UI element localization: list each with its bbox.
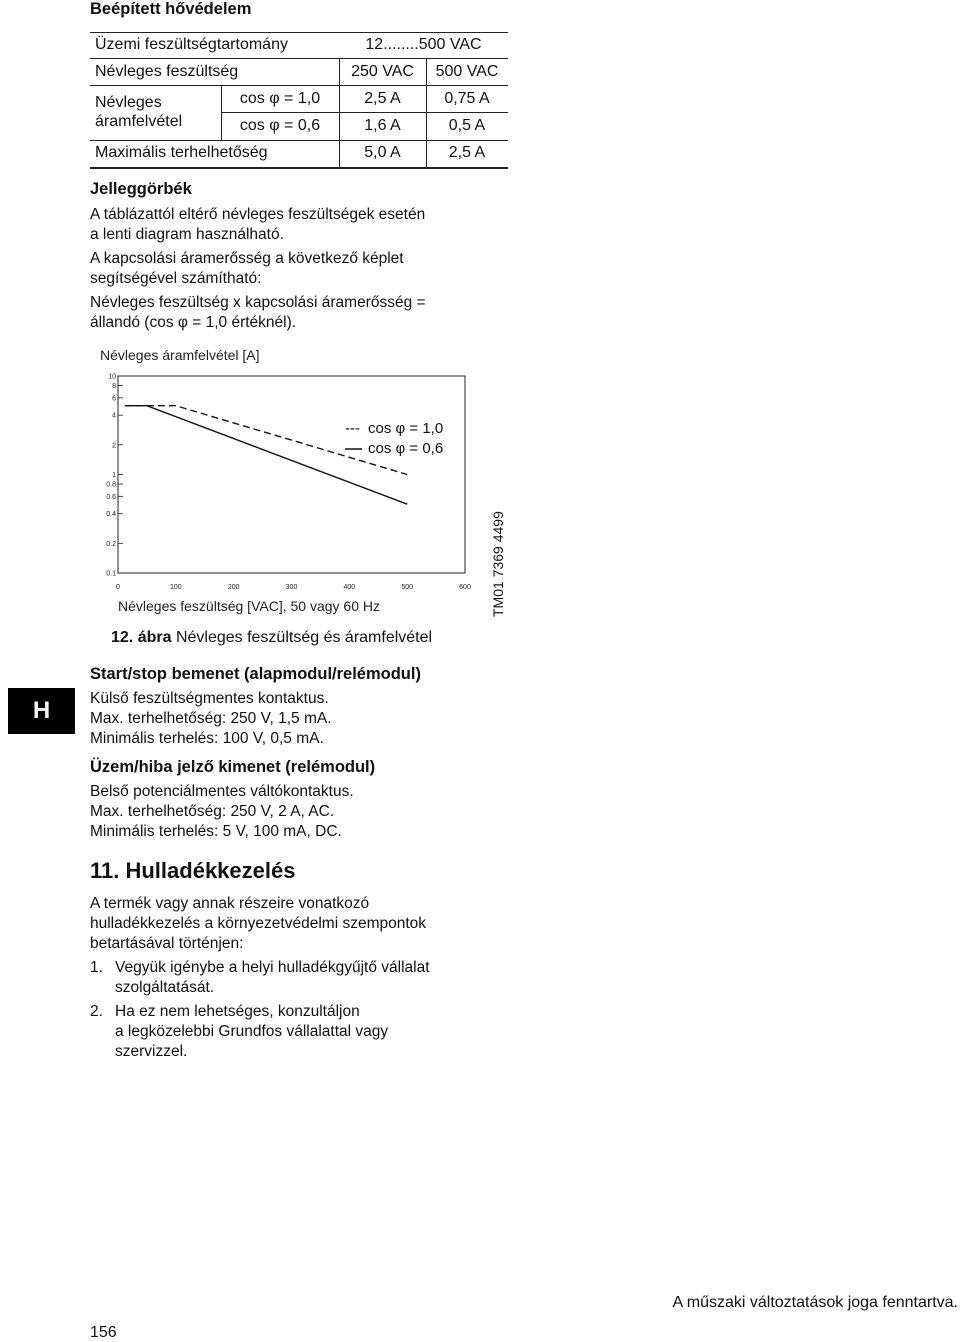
operation-title: Üzem/hiba jelző kimenet (relémodul) (90, 758, 376, 776)
spec-table (90, 32, 508, 168)
cos-06-250: 1,6 A (364, 117, 401, 134)
current-voltage-chart (90, 345, 520, 625)
section-title: Beépített hővédelem (90, 0, 252, 18)
chapter-title: 11. Hulladékkezelés (90, 858, 296, 883)
startstop-title: Start/stop bemenet (alapmodul/relémodul) (90, 665, 421, 683)
cos-06-label: cos φ = 0,6 (239, 117, 321, 134)
operation-line1: Belső potenciálmentes váltókontaktus. (90, 783, 354, 800)
chart-ylabel: Névleges áramfelvétel [A] (100, 347, 260, 363)
table-rule (90, 32, 508, 33)
curves-para1-line1: A táblázattól eltérő névleges feszültségek esetén (90, 206, 426, 223)
list-item-number: 2. (90, 1003, 103, 1020)
x-tick-label: 100 (169, 584, 182, 591)
x-tick-label: 0 (116, 584, 120, 591)
list-item-number: 1. (90, 959, 103, 976)
curves-para3-line1: Névleges feszültség x kapcsolási áramerősség = (90, 294, 426, 311)
legend-label: cos φ = 0,6 (368, 440, 444, 457)
curves-para1-line2: a lenti diagram használható. (90, 226, 284, 243)
table-rule (90, 85, 508, 86)
curves-para3 (90, 293, 426, 333)
curves-para2 (90, 249, 404, 289)
current-label-line1: Névleges (95, 94, 162, 111)
table-rule (221, 112, 508, 113)
curves-para1 (90, 205, 425, 245)
figure-12 (90, 345, 520, 630)
voltage-250: 250 VAC (351, 63, 414, 80)
y-tick-label: 0.4 (106, 511, 116, 519)
y-tick-label: 0.6 (106, 493, 116, 501)
startstop-line2: Max. terhelhetőség: 250 V, 1,5 mA. (90, 710, 332, 727)
table-rule (90, 140, 508, 141)
list-item-line: Vegyük igénybe a helyi hulladékgyűjtő vállalat (115, 959, 430, 976)
y-tick-label: 6 (112, 395, 116, 403)
voltage-500: 500 VAC (435, 63, 499, 80)
page-number: 156 (90, 1324, 117, 1341)
cos-06-500: 0,5 A (448, 117, 486, 134)
disposal-intro-line3: betartásával történjen: (90, 935, 244, 952)
y-tick-label: 0.2 (106, 540, 116, 548)
table-rule (90, 167, 508, 169)
disposal-intro-line2: hulladékkezelés a környezetvédelmi szempontok (90, 915, 427, 932)
legend-label: cos φ = 1,0 (368, 420, 444, 437)
list-item-line: Ha ez nem lehetséges, konzultáljon (115, 1003, 360, 1020)
list-item (90, 958, 510, 998)
list-item-line: a legközelebbi Grundfos vállalattal vagy (115, 1023, 389, 1040)
x-tick-label: 200 (227, 584, 240, 591)
cos-10-250: 2,5 A (364, 90, 401, 107)
legend-marker: --- (345, 420, 360, 437)
range-label: Üzemi feszültségtartomány (95, 36, 288, 53)
operation-line3: Minimális terhelés: 5 V, 100 mA, DC. (90, 823, 342, 840)
cos-10-500: 0,75 A (444, 90, 490, 107)
curves-para2-line2: segítségével számítható: (90, 270, 262, 287)
list-item (90, 1002, 510, 1062)
x-tick-label: 400 (343, 584, 356, 591)
y-tick-label: 10 (108, 373, 116, 381)
table-rule (90, 58, 508, 59)
y-tick-label: 1 (112, 472, 116, 479)
curves-para2-line1: A kapcsolási áramerősség a következő képlet (90, 250, 404, 267)
operation-body (90, 782, 354, 842)
max-load-250: 5,0 A (364, 144, 401, 161)
series-line-solid (125, 406, 407, 505)
disposal-intro-line1: A termék vagy annak részeire vonatkozó (90, 895, 370, 912)
startstop-line3: Minimális terhelés: 100 V, 0,5 mA. (90, 730, 324, 747)
language-tab: H (8, 688, 75, 734)
figure-number: 12. ábra (111, 629, 172, 646)
series-line-dashed (125, 406, 407, 475)
list-item-line: szervizzel. (115, 1043, 188, 1060)
nominal-voltage-label: Névleges feszültség (95, 63, 239, 80)
curves-title: Jelleggörbék (90, 180, 192, 198)
x-tick-label: 600 (459, 584, 471, 591)
current-label-line2: áramfelvétel (95, 113, 183, 130)
curves-para3-line2: állandó (cos φ = 1,0 értéknél). (90, 314, 297, 331)
figure-code: TM01 7369 4499 (490, 511, 506, 617)
max-load-500: 2,5 A (448, 144, 486, 161)
cos-10-label: cos φ = 1,0 (239, 90, 321, 107)
disposal-intro (90, 894, 426, 954)
operation-line2: Max. terhelhetőség: 250 V, 2 A, AC. (90, 803, 335, 820)
figure-caption (111, 629, 432, 647)
range-value: 12........500 VAC (365, 36, 482, 53)
max-load-label: Maximális terhelhetőség (95, 144, 268, 161)
startstop-body (90, 689, 332, 749)
y-tick-label: 2 (112, 442, 116, 450)
chart-xlabel: Névleges feszültség [VAC], 50 vagy 60 Hz (118, 598, 380, 614)
list-item-line: szolgáltatását. (115, 979, 215, 996)
startstop-line1: Külső feszültségmentes kontaktus. (90, 690, 329, 707)
figure-caption-text: Névleges feszültség és áramfelvétel (175, 629, 433, 646)
y-tick-label: 0.1 (106, 570, 116, 578)
y-tick-label: 8 (112, 383, 116, 391)
x-tick-label: 500 (401, 584, 414, 591)
y-tick-label: 0.8 (106, 481, 116, 489)
x-tick-label: 300 (285, 584, 298, 591)
footer-note: A műszaki változtatások joga fenntartva. (672, 1294, 958, 1311)
y-tick-label: 4 (112, 412, 116, 420)
